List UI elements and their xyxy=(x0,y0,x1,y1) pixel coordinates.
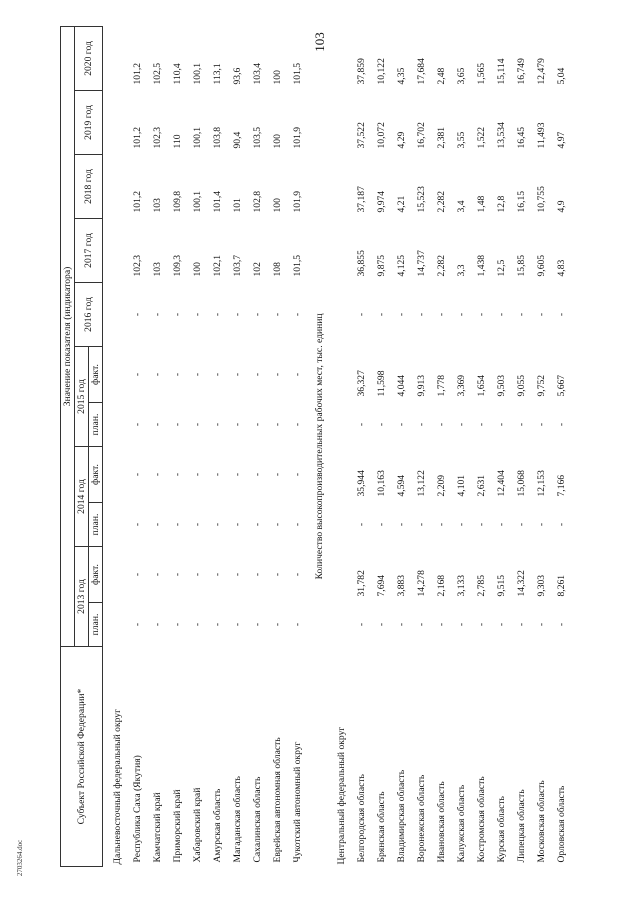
value-cell: 103,5 xyxy=(251,126,263,149)
value-cell: 2,282 xyxy=(435,254,447,277)
value-cell: - xyxy=(355,312,367,317)
value-cell: 35,944 xyxy=(355,470,367,497)
value-cell: 9,605 xyxy=(535,254,547,277)
value-cell: 101,2 xyxy=(131,126,143,149)
indicator-table xyxy=(60,26,571,867)
value-cell: - xyxy=(251,472,263,477)
region-name: Белгородская область xyxy=(355,774,367,863)
value-cell: 14,278 xyxy=(415,570,427,597)
value-cell: 16,15 xyxy=(515,190,527,213)
value-cell: 17,684 xyxy=(415,58,427,85)
value-cell: 3,55 xyxy=(455,131,467,149)
page-number: 103 xyxy=(312,32,327,52)
value-cell: 101,2 xyxy=(131,62,143,85)
fact-header-2015: факт. xyxy=(89,347,103,403)
value-cell: 100 xyxy=(191,262,203,277)
value-cell: 1,565 xyxy=(475,62,487,85)
value-cell: 4,97 xyxy=(555,131,567,149)
year-2017-header: 2017 год xyxy=(75,219,103,283)
value-cell: 8,261 xyxy=(555,574,567,597)
value-cell: 101,4 xyxy=(211,190,223,213)
value-cell: 113,1 xyxy=(211,63,223,85)
table-row xyxy=(551,26,571,866)
value-cell: 10,122 xyxy=(375,58,387,85)
value-cell: - xyxy=(231,312,243,317)
value-cell: 4,29 xyxy=(395,131,407,149)
value-cell: - xyxy=(191,472,203,477)
value-cell: 16,749 xyxy=(515,58,527,85)
value-cell: 100,1 xyxy=(191,62,203,85)
region-name: Амурская область xyxy=(211,788,223,863)
value-cell: 102 xyxy=(251,262,263,277)
value-cell: - xyxy=(131,472,143,477)
value-cell: 4,35 xyxy=(395,67,407,85)
value-cell: - xyxy=(395,622,407,627)
value-cell: 12,153 xyxy=(535,470,547,497)
value-cell: - xyxy=(395,522,407,527)
value-cell: 2,785 xyxy=(475,574,487,597)
value-cell: - xyxy=(251,312,263,317)
value-cell: - xyxy=(271,422,283,427)
value-cell: - xyxy=(355,522,367,527)
year-2014-header: 2014 год xyxy=(75,447,89,547)
value-cell: - xyxy=(415,622,427,627)
value-cell: - xyxy=(251,422,263,427)
value-cell: - xyxy=(415,312,427,317)
value-cell: 15,523 xyxy=(415,186,427,213)
section-title-row xyxy=(307,26,331,866)
value-cell: - xyxy=(211,312,223,317)
value-cell: - xyxy=(415,422,427,427)
value-cell: - xyxy=(535,422,547,427)
value-cell: - xyxy=(231,572,243,577)
value-cell: 103 xyxy=(151,262,163,277)
table-row xyxy=(491,26,511,866)
group-header-row xyxy=(331,26,351,866)
value-cell: - xyxy=(251,572,263,577)
region-name: Республика Саха (Якутия) xyxy=(131,755,143,863)
value-cell: 36,327 xyxy=(355,370,367,397)
value-cell: - xyxy=(271,472,283,477)
value-cell: - xyxy=(171,622,183,627)
value-cell: - xyxy=(131,522,143,527)
value-cell: 31,782 xyxy=(355,570,367,597)
value-cell: - xyxy=(535,622,547,627)
value-cell: 3,883 xyxy=(395,574,407,597)
value-cell: 102,3 xyxy=(151,126,163,149)
value-cell: - xyxy=(555,522,567,527)
table-row xyxy=(411,26,431,866)
value-cell: - xyxy=(515,312,527,317)
value-cell: 9,752 xyxy=(535,374,547,397)
value-cell: - xyxy=(435,422,447,427)
value-cell: 37,187 xyxy=(355,186,367,213)
region-name: Ивановская область xyxy=(435,781,447,863)
subject-column-header: Субъект Российской Федерации* xyxy=(61,647,103,867)
value-cell: - xyxy=(191,422,203,427)
table-row xyxy=(147,26,167,866)
region-name: Брянская область xyxy=(375,791,387,863)
region-name: Курская область xyxy=(495,796,507,863)
value-cell: 4,044 xyxy=(395,374,407,397)
value-cell: 9,974 xyxy=(375,190,387,213)
value-cell: 16,45 xyxy=(515,126,527,149)
value-cell: 1,654 xyxy=(475,374,487,397)
value-cell: - xyxy=(495,422,507,427)
value-cell: - xyxy=(151,312,163,317)
value-cell: 103,4 xyxy=(251,62,263,85)
value-cell: 102,1 xyxy=(211,254,223,277)
value-cell: - xyxy=(375,422,387,427)
value-cell: 10,163 xyxy=(375,470,387,497)
value-cell: 2,381 xyxy=(435,126,447,149)
value-cell: - xyxy=(211,422,223,427)
value-cell: - xyxy=(151,422,163,427)
table-row xyxy=(511,26,531,866)
region-name: Чукотский автономный округ xyxy=(291,741,303,863)
value-cell: - xyxy=(271,572,283,577)
indicator-header: Значение показателя (индикатора) xyxy=(61,26,75,646)
value-cell: - xyxy=(191,622,203,627)
value-cell: - xyxy=(211,522,223,527)
value-cell: 101 xyxy=(231,198,243,213)
value-cell: 9,913 xyxy=(415,374,427,397)
value-cell: - xyxy=(455,422,467,427)
value-cell: 1,438 xyxy=(475,254,487,277)
value-cell: - xyxy=(231,622,243,627)
plan-header-2015: план. xyxy=(89,403,103,447)
value-cell: 12,479 xyxy=(535,58,547,85)
plan-header-2013: план. xyxy=(89,603,103,647)
year-2015-header: 2015 год xyxy=(75,347,89,447)
value-cell: 1,48 xyxy=(475,195,487,213)
value-cell: 2,631 xyxy=(475,474,487,497)
value-cell: - xyxy=(191,522,203,527)
year-2016-header: 2016 год xyxy=(75,283,103,347)
value-cell: - xyxy=(211,372,223,377)
value-cell: 3,3 xyxy=(455,264,467,277)
group-header-row xyxy=(103,26,128,866)
value-cell: - xyxy=(415,522,427,527)
value-cell: - xyxy=(171,472,183,477)
value-cell: - xyxy=(211,572,223,577)
value-cell: 37,859 xyxy=(355,58,367,85)
value-cell: 12,404 xyxy=(495,470,507,497)
value-cell: - xyxy=(191,372,203,377)
value-cell: - xyxy=(555,622,567,627)
value-cell: 101,2 xyxy=(131,190,143,213)
value-cell: 5,667 xyxy=(555,374,567,397)
value-cell: - xyxy=(395,312,407,317)
value-cell: 36,855 xyxy=(355,250,367,277)
table-row xyxy=(351,26,371,866)
value-cell: 102,5 xyxy=(151,62,163,85)
value-cell: 7,694 xyxy=(375,574,387,597)
table-row xyxy=(287,26,307,866)
value-cell: 90,4 xyxy=(231,131,243,149)
value-cell: 10,072 xyxy=(375,122,387,149)
table-body xyxy=(103,26,572,866)
value-cell: 100,1 xyxy=(191,126,203,149)
value-cell: 1,778 xyxy=(435,374,447,397)
value-cell: - xyxy=(171,422,183,427)
value-cell: - xyxy=(455,312,467,317)
year-2019-header: 2019 год xyxy=(75,91,103,155)
region-name: Владимирская область xyxy=(395,769,407,863)
value-cell: - xyxy=(271,312,283,317)
value-cell: 103,7 xyxy=(231,254,243,277)
value-cell: - xyxy=(291,312,303,317)
value-cell: 102,8 xyxy=(251,190,263,213)
value-cell: 14,322 xyxy=(515,570,527,597)
region-name: Липецкая область xyxy=(515,789,527,863)
value-cell: 4,21 xyxy=(395,195,407,213)
year-2018-header: 2018 год xyxy=(75,155,103,219)
value-cell: 103 xyxy=(151,198,163,213)
value-cell: 12,8 xyxy=(495,195,507,213)
value-cell: 3,133 xyxy=(455,574,467,597)
value-cell: - xyxy=(515,422,527,427)
value-cell: 4,125 xyxy=(395,254,407,277)
value-cell: 2,282 xyxy=(435,190,447,213)
value-cell: - xyxy=(395,422,407,427)
value-cell: - xyxy=(495,312,507,317)
region-name: Орловская область xyxy=(555,785,567,863)
value-cell: 102,3 xyxy=(131,254,143,277)
value-cell: - xyxy=(131,372,143,377)
value-cell: - xyxy=(355,622,367,627)
value-cell: - xyxy=(271,622,283,627)
value-cell: 16,702 xyxy=(415,122,427,149)
value-cell: - xyxy=(555,312,567,317)
value-cell: - xyxy=(271,522,283,527)
region-name: Магаданская область xyxy=(231,776,243,863)
section-title: Количество высокопроизводительных рабочих мест, тыс. единиц xyxy=(313,313,325,580)
year-2020-header: 2020 год xyxy=(75,26,103,90)
value-cell: 9,303 xyxy=(535,574,547,597)
value-cell: 9,055 xyxy=(515,374,527,397)
value-cell: 11,598 xyxy=(375,370,387,397)
value-cell: - xyxy=(171,312,183,317)
value-cell: - xyxy=(475,522,487,527)
value-cell: 101,9 xyxy=(291,190,303,213)
table-row xyxy=(187,26,207,866)
value-cell: - xyxy=(495,622,507,627)
region-name: Калужская область xyxy=(455,784,467,863)
value-cell: - xyxy=(355,422,367,427)
value-cell: 109,8 xyxy=(171,190,183,213)
value-cell: - xyxy=(375,312,387,317)
value-cell: 7,166 xyxy=(555,474,567,497)
table-row xyxy=(127,26,147,866)
value-cell: 3,4 xyxy=(455,200,467,213)
value-cell: 103,8 xyxy=(211,126,223,149)
value-cell: 5,04 xyxy=(555,67,567,85)
value-cell: - xyxy=(231,372,243,377)
value-cell: - xyxy=(211,472,223,477)
value-cell: 15,068 xyxy=(515,470,527,497)
value-cell: 15,85 xyxy=(515,254,527,277)
value-cell: - xyxy=(495,522,507,527)
value-cell: 12,5 xyxy=(495,259,507,277)
value-cell: - xyxy=(231,472,243,477)
value-cell: 4,594 xyxy=(395,474,407,497)
value-cell: - xyxy=(291,572,303,577)
value-cell: 2,48 xyxy=(435,67,447,85)
value-cell: - xyxy=(231,422,243,427)
value-cell: - xyxy=(131,572,143,577)
value-cell: - xyxy=(375,522,387,527)
value-cell: - xyxy=(291,372,303,377)
fact-header-2014: факт. xyxy=(89,447,103,503)
value-cell: 2,168 xyxy=(435,574,447,597)
value-cell: 14,737 xyxy=(415,250,427,277)
value-cell: - xyxy=(251,522,263,527)
value-cell: - xyxy=(455,622,467,627)
value-cell: - xyxy=(131,422,143,427)
value-cell: 10,755 xyxy=(535,186,547,213)
value-cell: - xyxy=(455,522,467,527)
value-cell: 13,534 xyxy=(495,122,507,149)
region-name: Камчатский край xyxy=(151,792,163,863)
value-cell: - xyxy=(291,522,303,527)
value-cell: 93,6 xyxy=(231,67,243,85)
value-cell: 109,3 xyxy=(171,254,183,277)
rotated-table-container xyxy=(60,27,610,867)
value-cell: - xyxy=(251,622,263,627)
value-cell: - xyxy=(171,572,183,577)
value-cell: - xyxy=(171,522,183,527)
value-cell: 9,515 xyxy=(495,574,507,597)
value-cell: - xyxy=(271,372,283,377)
value-cell: 9,503 xyxy=(495,374,507,397)
value-cell: 110,4 xyxy=(171,63,183,85)
region-name: Хабаровский край xyxy=(191,787,203,863)
value-cell: - xyxy=(535,312,547,317)
value-cell: 4,9 xyxy=(555,200,567,213)
value-cell: 37,522 xyxy=(355,122,367,149)
region-name: Сахалинская область xyxy=(251,776,263,863)
value-cell: - xyxy=(251,372,263,377)
value-cell: 1,522 xyxy=(475,126,487,149)
value-cell: - xyxy=(475,422,487,427)
table-row xyxy=(471,26,491,866)
value-cell: 110 xyxy=(171,134,183,149)
plan-header-2014: план. xyxy=(89,503,103,547)
value-cell: 101,5 xyxy=(291,254,303,277)
value-cell: - xyxy=(435,522,447,527)
value-cell: - xyxy=(151,372,163,377)
value-cell: - xyxy=(435,312,447,317)
value-cell: - xyxy=(435,622,447,627)
table-row xyxy=(207,26,227,866)
value-cell: - xyxy=(515,622,527,627)
region-name: Московская область xyxy=(535,780,547,863)
value-cell: - xyxy=(131,312,143,317)
value-cell: - xyxy=(375,622,387,627)
value-cell: 108 xyxy=(271,262,283,277)
value-cell: - xyxy=(131,622,143,627)
value-cell: - xyxy=(151,572,163,577)
value-cell: 100 xyxy=(271,70,283,85)
federal-district-title: Центральный федеральный округ xyxy=(335,726,347,865)
federal-district-title: Дальневосточный федеральный округ xyxy=(111,708,123,865)
value-cell: - xyxy=(291,622,303,627)
value-cell: 100 xyxy=(271,198,283,213)
region-name: Воронежская область xyxy=(415,774,427,863)
value-cell: 9,875 xyxy=(375,254,387,277)
value-cell: - xyxy=(191,312,203,317)
region-name: Приморский край xyxy=(171,789,183,863)
table-row xyxy=(531,26,551,866)
value-cell: - xyxy=(535,522,547,527)
table-row xyxy=(227,26,247,866)
table-row xyxy=(391,26,411,866)
value-cell: - xyxy=(291,422,303,427)
value-cell: 11,493 xyxy=(535,122,547,149)
table-row xyxy=(371,26,391,866)
value-cell: 100 xyxy=(271,134,283,149)
region-name: Костромская область xyxy=(475,776,487,863)
value-cell: - xyxy=(515,522,527,527)
value-cell: - xyxy=(555,422,567,427)
value-cell: - xyxy=(291,472,303,477)
value-cell: 3,65 xyxy=(455,67,467,85)
region-name: Еврейская автономная область xyxy=(271,737,283,863)
value-cell: - xyxy=(475,622,487,627)
value-cell: 100,1 xyxy=(191,190,203,213)
value-cell: 2,209 xyxy=(435,474,447,497)
value-cell: 101,5 xyxy=(291,62,303,85)
value-cell: - xyxy=(231,522,243,527)
table-row xyxy=(451,26,471,866)
table-row xyxy=(431,26,451,866)
document-reference: 2703264.doc xyxy=(16,839,24,877)
table-row xyxy=(267,26,287,866)
value-cell: 4,83 xyxy=(555,259,567,277)
value-cell: - xyxy=(151,622,163,627)
value-cell: 4,101 xyxy=(455,474,467,497)
fact-header-2013: факт. xyxy=(89,547,103,603)
table-row xyxy=(167,26,187,866)
value-cell: - xyxy=(191,572,203,577)
value-cell: - xyxy=(171,372,183,377)
table-row xyxy=(247,26,267,866)
value-cell: - xyxy=(475,312,487,317)
value-cell: 3,369 xyxy=(455,374,467,397)
value-cell: - xyxy=(151,472,163,477)
year-2013-header: 2013 год xyxy=(75,547,89,647)
value-cell: - xyxy=(211,622,223,627)
value-cell: 13,122 xyxy=(415,470,427,497)
value-cell: 15,114 xyxy=(495,58,507,85)
value-cell: - xyxy=(151,522,163,527)
value-cell: 101,9 xyxy=(291,126,303,149)
